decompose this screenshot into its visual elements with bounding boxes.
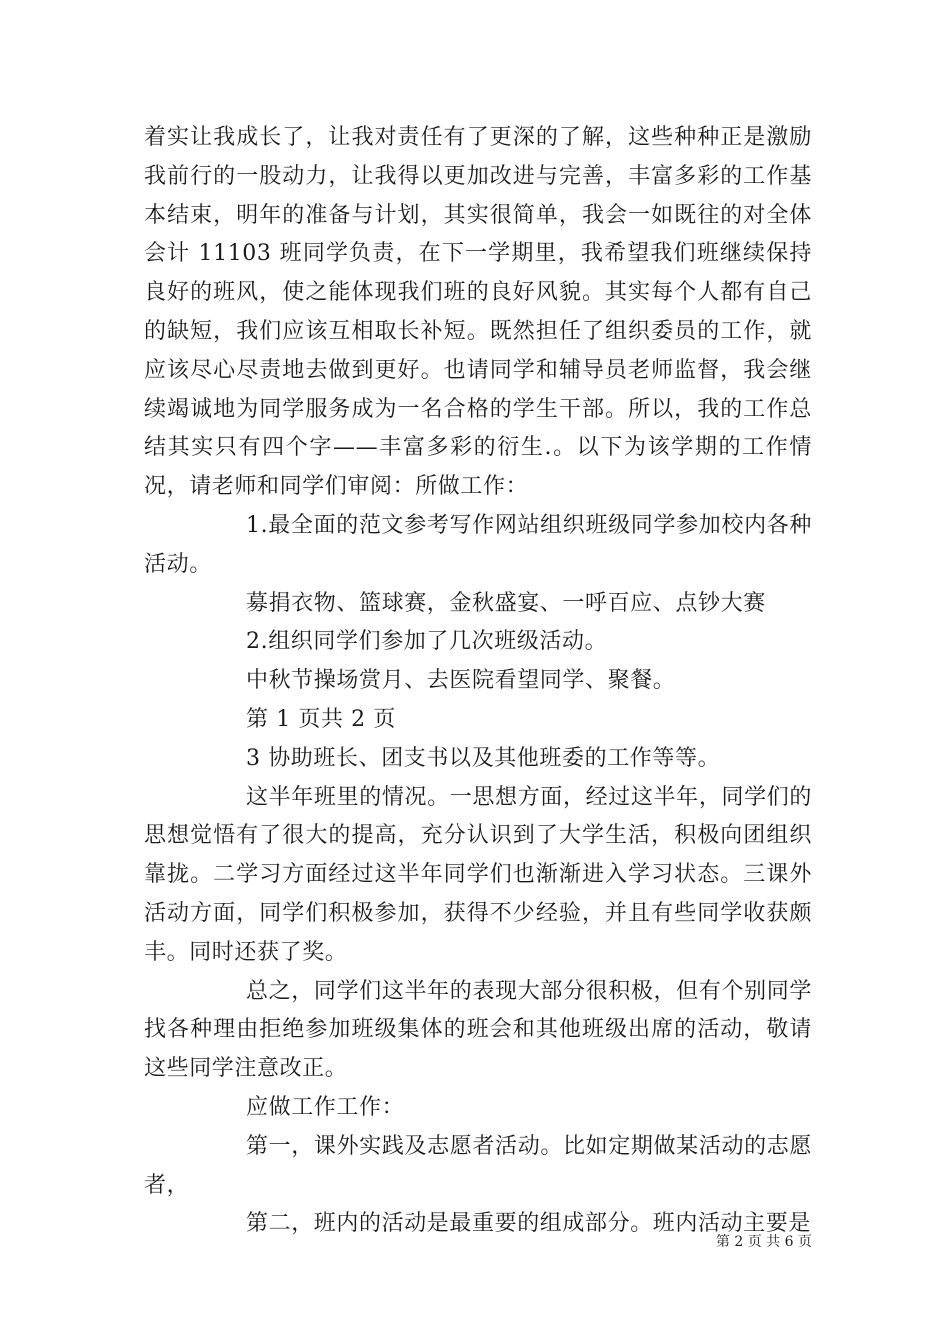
paragraph-future-item-2: 第二，班内的活动是最重要的组成部分。班内活动主要是 bbox=[246, 1211, 812, 1237]
paragraph-work-item-3: 3 协助班长、团支书以及其他班委的工作等等。 bbox=[246, 745, 721, 771]
paragraph-class-situation: 这半年班里的情况。一思想方面，经过这半年，同学们的思想觉悟有了很大的提高，充分认识到了大学生活，积极向团组织靠拢。二学习方面经过这半年同学们也渐渐进入学习状态。三课外活动方面，同学们积极参加，获得不少经验，并且有些同学收获颇丰。同时还获了奖。 bbox=[144, 784, 812, 965]
paragraph-future-work-heading: 应做工作工作： bbox=[246, 1094, 405, 1120]
paragraph-conclusion: 总之，同学们这半年的表现大部分很积极，但有个别同学找各种理由拒绝参加班级集体的班会和其他班级出席的活动，敬请这些同学注意改正。 bbox=[144, 978, 812, 1082]
paragraph-future-item-1: 第一，课外实践及志愿者活动。比如定期做某活动的志愿者， bbox=[144, 1133, 812, 1198]
paragraph-inline-page-marker: 第 1 页共 2 页 bbox=[246, 706, 396, 732]
paragraph-work-item-2: 2.组织同学们参加了几次班级活动。 bbox=[246, 629, 608, 655]
paragraph-class-activities: 中秋节操场赏月、去医院看望同学、聚餐。 bbox=[246, 668, 676, 694]
paragraph-activities-list: 募捐衣物、篮球赛，金秋盛宴、一呼百应、点钞大赛 bbox=[246, 590, 766, 616]
document-body bbox=[144, 119, 812, 1244]
page-number-footer: 第 2 页 共 6 页 bbox=[715, 1234, 812, 1250]
paragraph-work-item-1: 1.最全面的范文参考写作网站组织班级同学参加校内各种活动。 bbox=[144, 512, 812, 577]
paragraph-summary-intro: 着实让我成长了，让我对责任有了更深的了解，这些种种正是激励我前行的一股动力，让我得以更加改进与完善，丰富多彩的工作基本结束，明年的准备与计划，其实很简单，我会一如既往的对全体会计 11103 班同学负责，在下一学期里，我希望我们班继续保持良好的班风，使之能体现我们班的良好风貌。其实每个人都有自己的缺短，我们应该互相取长补短。既然担任了组织委员的工作，就应该尽心尽责地去做到更好。也请同学和辅导员老师监督，我会继续竭诚地为同学服务成为一名合格的学生干部。所以，我的工作总结其实只有四个字——丰富多彩的衍生.。以下为该学期的工作情况，请老师和同学们审阅：所做工作： bbox=[144, 125, 812, 500]
